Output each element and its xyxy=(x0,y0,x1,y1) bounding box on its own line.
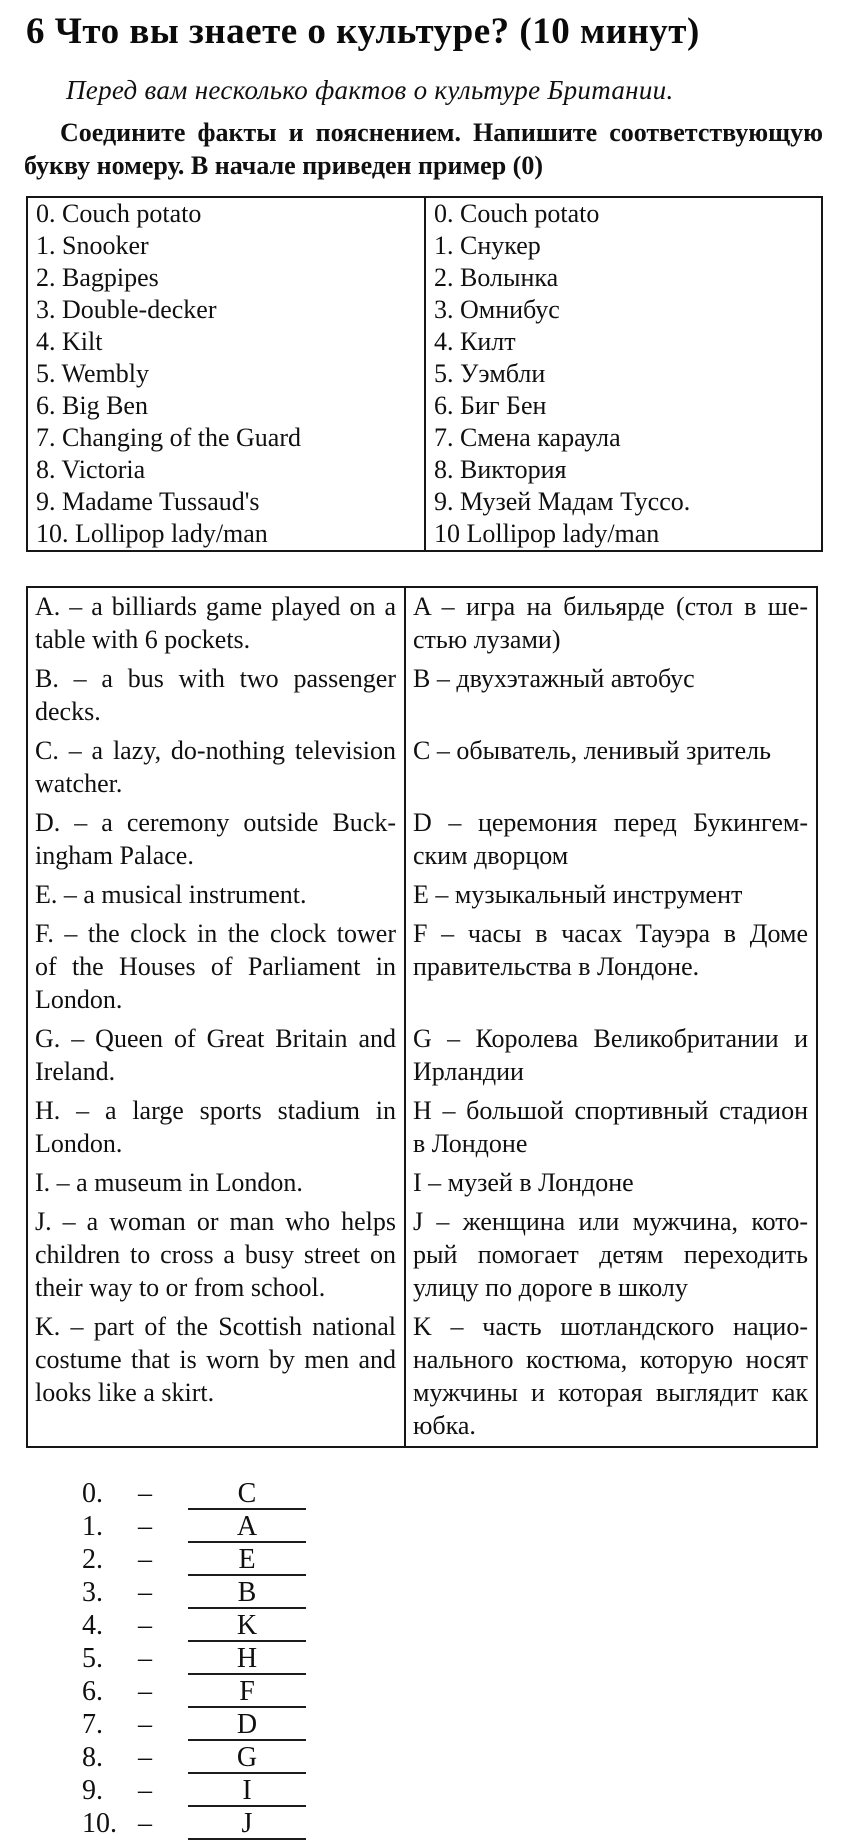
answer-letter: H xyxy=(236,1643,258,1675)
answer-letter: B xyxy=(237,1577,257,1609)
definition-en-cell: B. – a bus with two passenger decks. xyxy=(35,664,396,727)
answer-blank-line xyxy=(188,1644,306,1675)
answer-number: 10. xyxy=(82,1808,117,1840)
answer-blank-line xyxy=(188,1776,306,1807)
answer-number: 8. xyxy=(82,1742,103,1774)
terms-table-row xyxy=(27,518,822,551)
answer-row xyxy=(82,1511,823,1544)
term-en-cell: 5. Wembly xyxy=(36,359,149,389)
definition-row xyxy=(27,876,817,915)
term-ru-cell: 9. Музей Мадам Туссо. xyxy=(425,486,822,518)
definition-row xyxy=(27,1020,817,1092)
definitions-table xyxy=(26,586,818,1448)
answer-row xyxy=(82,1709,823,1742)
definition-ru-cell: E – музыкальный инструмент xyxy=(405,876,817,915)
definition-row xyxy=(27,660,817,732)
definition-row xyxy=(27,587,817,660)
definition-ru-cell: K – часть шотландского национального костюма, которую носят мужчины и которая выглядит как юбка. xyxy=(405,1308,817,1447)
answer-letter: K xyxy=(236,1610,258,1642)
answer-letter: I xyxy=(242,1775,252,1807)
answer-letter: F xyxy=(239,1676,255,1708)
terms-table-row xyxy=(27,326,822,358)
answer-number: 6. xyxy=(82,1676,103,1708)
definition-row xyxy=(27,1203,817,1308)
answer-blank-line xyxy=(188,1578,306,1609)
answer-dash: – xyxy=(138,1643,152,1675)
answer-dash: – xyxy=(138,1511,152,1543)
term-ru-cell: 0. Couch potato xyxy=(425,197,822,230)
answer-letter: E xyxy=(238,1544,256,1576)
answer-blank-line xyxy=(188,1743,306,1774)
answer-row xyxy=(82,1478,823,1511)
term-ru-cell: 8. Виктория xyxy=(425,454,822,486)
answer-blank-line xyxy=(188,1677,306,1708)
definition-row xyxy=(27,1092,817,1164)
definition-en-cell: K. – part of the Scottish national costume that is worn by men and looks like a skirt. xyxy=(35,1312,396,1408)
answer-row xyxy=(82,1544,823,1577)
definition-row xyxy=(27,804,817,876)
answer-blank-line xyxy=(188,1512,306,1543)
answer-dash: – xyxy=(138,1676,152,1708)
answer-number: 4. xyxy=(82,1610,103,1642)
term-en-cell: 3. Double-decker xyxy=(36,295,217,325)
answer-dash: – xyxy=(138,1544,152,1576)
definition-row xyxy=(27,1164,817,1203)
answer-blank-line xyxy=(188,1809,306,1840)
definition-ru-cell: B – двухэтажный автобус xyxy=(405,660,817,732)
term-ru-cell: 6. Биг Бен xyxy=(425,390,822,422)
terms-table-row xyxy=(27,454,822,486)
definition-ru-cell: D – церемония перед Букингемским дворцом xyxy=(405,804,817,876)
definition-ru-cell: F – часы в часах Тауэра в Доме правительства в Лондоне. xyxy=(405,915,817,1020)
terms-table-row xyxy=(27,197,822,230)
answer-number: 2. xyxy=(82,1544,103,1576)
term-ru-cell: 3. Омнибус xyxy=(425,294,822,326)
answer-dash: – xyxy=(138,1775,152,1807)
answer-row xyxy=(82,1643,823,1676)
term-ru-cell: 4. Килт xyxy=(425,326,822,358)
answer-row xyxy=(82,1808,823,1841)
definition-en-cell: E. – a musical instrument. xyxy=(35,880,307,910)
answer-number: 3. xyxy=(82,1577,103,1609)
answer-letter: J xyxy=(241,1808,253,1840)
answer-letter: D xyxy=(236,1709,258,1741)
definition-en-cell: D. – a ceremony outside Buckingham Palace. xyxy=(35,808,396,871)
answers-list xyxy=(24,1478,823,1841)
definition-ru-cell: H – большой спортивный стадион в Лондоне xyxy=(405,1092,817,1164)
definition-en-cell: G. – Queen of Great Britain and Ireland. xyxy=(35,1024,396,1087)
answer-row xyxy=(82,1610,823,1643)
answer-dash: – xyxy=(138,1577,152,1609)
term-ru-cell: 7. Смена караула xyxy=(425,422,822,454)
answer-number: 9. xyxy=(82,1775,103,1807)
answer-number: 5. xyxy=(82,1643,103,1675)
term-en-cell: 2. Bagpipes xyxy=(36,263,159,293)
answer-blank-line xyxy=(188,1545,306,1576)
definition-en-cell: A. – a billiards game played on a table with 6 pockets. xyxy=(35,592,396,655)
term-en-cell: 9. Madame Tussaud's xyxy=(36,487,260,517)
definition-row xyxy=(27,732,817,804)
term-ru-cell: 2. Волынка xyxy=(425,262,822,294)
answer-blank-line xyxy=(188,1479,306,1510)
term-ru-cell: 1. Снукер xyxy=(425,230,822,262)
term-en-cell: 10. Lollipop lady/man xyxy=(36,519,268,549)
answer-dash: – xyxy=(138,1742,152,1774)
terms-table-row xyxy=(27,294,822,326)
term-ru-cell: 10 Lollipop lady/man xyxy=(425,518,822,551)
answer-dash: – xyxy=(138,1478,152,1510)
answer-blank-line xyxy=(188,1710,306,1741)
answer-number: 1. xyxy=(82,1511,103,1543)
definition-en-cell: C. – a lazy, do-nothing television watcher. xyxy=(35,736,396,799)
definition-ru-cell: I – музей в Лондоне xyxy=(405,1164,817,1203)
definition-en-cell: F. – the clock in the clock tower of the Houses of Parliament in London. xyxy=(35,919,396,1015)
answer-letter: G xyxy=(236,1742,258,1774)
term-ru-cell: 5. Уэмбли xyxy=(425,358,822,390)
page-title: 6 Что вы знаете о культуре? (10 минут) xyxy=(26,11,700,52)
terms-table-row xyxy=(27,230,822,262)
definition-en-cell: H. – a large sports stadium in London. xyxy=(35,1096,396,1159)
answer-dash: – xyxy=(138,1808,152,1840)
definition-ru-cell: A – игра на бильярде (стол в шестью лузами) xyxy=(405,587,817,660)
terms-table-row xyxy=(27,390,822,422)
terms-table-row xyxy=(27,422,822,454)
answer-letter: C xyxy=(237,1478,257,1510)
term-en-cell: 0. Couch potato xyxy=(36,199,202,229)
answer-row xyxy=(82,1577,823,1610)
definition-ru-cell: J – женщина или мужчина, который помогает детям переходить улицу по дороге в школу xyxy=(405,1203,817,1308)
answer-dash: – xyxy=(138,1709,152,1741)
intro-text: Перед вам несколько фактов о культуре Британии. xyxy=(66,75,674,105)
answer-dash: – xyxy=(138,1610,152,1642)
definition-row xyxy=(27,1308,817,1447)
terms-table-row xyxy=(27,262,822,294)
answer-row xyxy=(82,1742,823,1775)
answer-row xyxy=(82,1775,823,1808)
term-en-cell: 7. Changing of the Guard xyxy=(36,423,302,453)
answer-blank-line xyxy=(188,1611,306,1642)
terms-table-row xyxy=(27,486,822,518)
answer-letter: A xyxy=(236,1511,258,1543)
definition-ru-cell: G – Королева Великобритании и Ирландии xyxy=(405,1020,817,1092)
answer-row xyxy=(82,1676,823,1709)
term-en-cell: 4. Kilt xyxy=(36,327,103,357)
definition-en-cell: J. – a woman or man who helps children to cross a busy street on their way to or from school. xyxy=(35,1207,396,1303)
definition-en-cell: I. – a museum in London. xyxy=(35,1168,303,1198)
term-en-cell: 1. Snooker xyxy=(36,231,149,261)
answer-number: 0. xyxy=(82,1478,103,1510)
terms-table xyxy=(26,196,823,552)
terms-table-row xyxy=(27,358,822,390)
term-en-cell: 8. Victoria xyxy=(36,455,146,485)
answer-number: 7. xyxy=(82,1709,103,1741)
definition-ru-cell: C – обыватель, ленивый зритель xyxy=(405,732,817,804)
term-en-cell: 6. Big Ben xyxy=(36,391,148,421)
definition-row xyxy=(27,915,817,1020)
instruction-text: Соедините факты и пояснением. Напишите соответствующую букву номеру. В начале приведен пример (0) xyxy=(24,118,823,181)
